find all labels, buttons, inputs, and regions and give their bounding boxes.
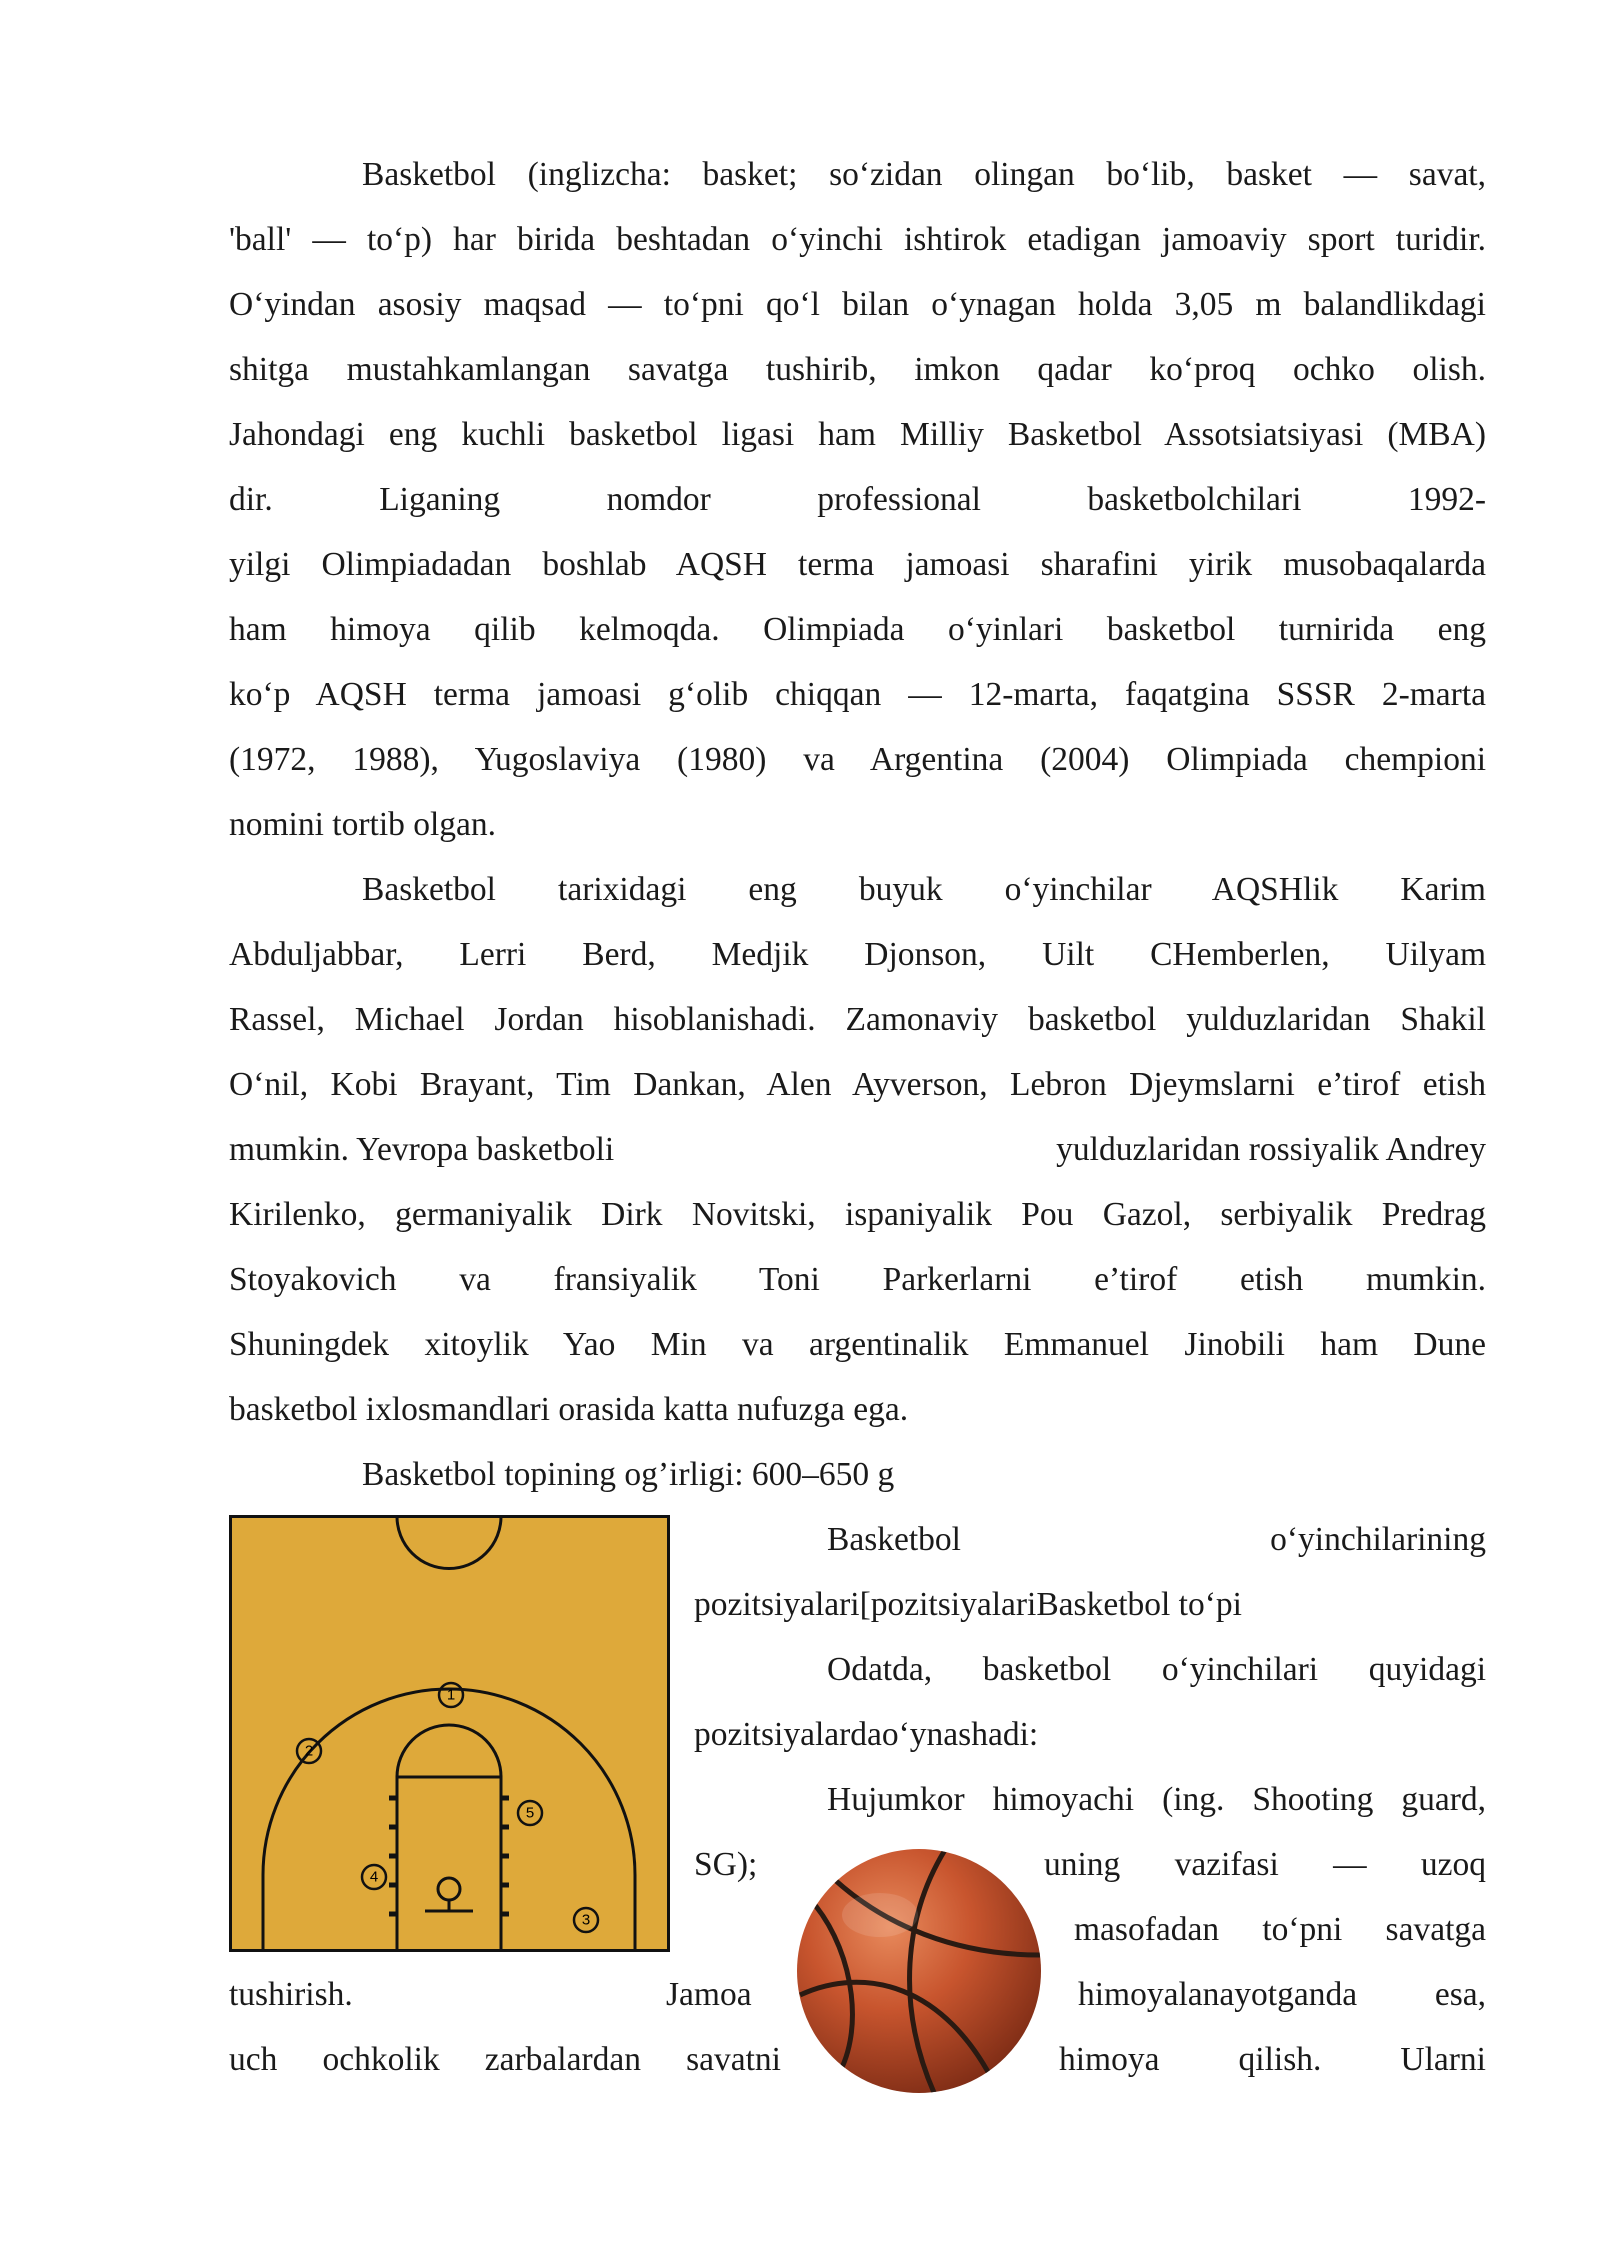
paragraph-1-line-10: (1972, 1988), Yugoslaviya (1980) va Argentina (2004) Olimpiada chempioni xyxy=(229,741,1486,778)
paragraph-1-line-11: nomini tortib olgan. xyxy=(229,806,497,843)
court-floor xyxy=(231,1517,669,1951)
shooting-guard-line-4-right: himoyalanayotganda esa, xyxy=(1078,1976,1486,2013)
svg-text:5: 5 xyxy=(525,1804,535,1822)
paragraph-2-line-5-right: yulduzlaridan rossiyalik Andrey xyxy=(1056,1131,1486,1168)
shooting-guard-line-3-text: masofadan to‘pni savatga xyxy=(1074,1911,1486,1948)
shooting-guard-line-2-left: SG); xyxy=(694,1846,758,1883)
paragraph-2-line-2: Abduljabbar, Lerri Berd, Medjik Djonson, Uilt CHemberlen, Uilyam xyxy=(229,936,1486,973)
paragraph-2-line-7: Stoyakovich va fransiyalik Toni Parkerlarni e’tirof etish mumkin. xyxy=(229,1261,1486,1298)
paragraph-2-line-5-left: mumkin. Yevropa basketboli xyxy=(229,1131,615,1168)
positions-intro-line-1: Odatda, basketbol o‘yinchilari quyidagi xyxy=(827,1651,1486,1688)
shooting-guard-line-2-right: uning vazifasi — uzoq xyxy=(1044,1846,1486,1883)
paragraph-1-line-8: ham himoya qilib kelmoqda. Olimpiada o‘yinlari basketbol turnirida eng xyxy=(229,611,1486,648)
basketball-court-diagram xyxy=(229,1515,670,1952)
svg-text:1: 1 xyxy=(446,1686,456,1704)
shooting-guard-line-4-left: tushirish. xyxy=(229,1976,353,2013)
paragraph-2-line-6: Kirilenko, germaniyalik Dirk Novitski, ispaniyalik Pou Gazol, serbiyalik Predrag xyxy=(229,1196,1486,1233)
paragraph-2-line-1: Basketbol tarixidagi eng buyuk o‘yinchilar AQSHlik Karim xyxy=(362,871,1486,908)
shooting-guard-line-5-left: uch ochkolik zarbalardan savatni xyxy=(229,2041,781,2078)
paragraph-1-line-9: ko‘p AQSH terma jamoasi g‘olib chiqqan — 12-marta, faqatgina SSSR 2-marta xyxy=(229,676,1486,713)
positions-heading-line-2: pozitsiyalari[pozitsiyalariBasketbol to‘pi xyxy=(694,1586,1242,1623)
paragraph-2-line-9: basketbol ixlosmandlari orasida katta nufuzga ega. xyxy=(229,1391,909,1428)
shooting-guard-line-5-right: himoya qilish. Ularni xyxy=(1059,2041,1486,2078)
paragraph-1-line-2: 'ball' — to‘p) har birida beshtadan o‘yinchi ishtirok etadigan jamoaviy sport turidir. xyxy=(229,221,1486,258)
positions-intro-line-2: pozitsiyalardao‘ynashadi: xyxy=(694,1716,1039,1753)
paragraph-1-line-3: O‘yindan asosiy maqsad — to‘pni qo‘l bilan o‘ynagan holda 3,05 m balandlikdagi xyxy=(229,286,1486,323)
paragraph-1-line-5: Jahondagi eng kuchli basketbol ligasi ham Milliy Basketbol Assotsiatsiyasi (MBA) xyxy=(229,416,1486,453)
positions-heading-line-1: Basketbol o‘yinchilarining xyxy=(827,1521,1486,1558)
ball-weight-line: Basketbol topining og’irligi: 600–650 g xyxy=(362,1456,895,1493)
paragraph-1-line-1: Basketbol (inglizcha: basket; so‘zidan olingan bo‘lib, basket — savat, xyxy=(362,156,1486,193)
svg-text:4: 4 xyxy=(369,1868,379,1886)
svg-text:3: 3 xyxy=(581,1911,591,1929)
paragraph-2-line-4: O‘nil, Kobi Brayant, Tim Dankan, Alen Ayverson, Lebron Djeymslarni e’tirof etish xyxy=(229,1066,1486,1103)
svg-text:2: 2 xyxy=(304,1742,314,1760)
paragraph-2-line-3: Rassel, Michael Jordan hisoblanishadi. Zamonaviy basketbol yulduzlaridan Shakil xyxy=(229,1001,1486,1038)
basketball-image xyxy=(795,1845,1043,2097)
paragraph-1-line-7: yilgi Olimpiadadan boshlab AQSH terma jamoasi sharafini yirik musobaqalarda xyxy=(229,546,1486,583)
paragraph-1-line-6: dir. Liganing nomdor professional basketbolchilari 1992- xyxy=(229,481,1486,518)
paragraph-2-line-8: Shuningdek xitoylik Yao Min va argentinalik Emmanuel Jinobili ham Dune xyxy=(229,1326,1486,1363)
shooting-guard-line-4-mid: Jamoa xyxy=(666,1976,752,2013)
shooting-guard-line-1: Hujumkor himoyachi (ing. Shooting guard, xyxy=(827,1781,1486,1818)
paragraph-1-line-4: shitga mustahkamlangan savatga tushirib, imkon qadar ko‘proq ochko olish. xyxy=(229,351,1486,388)
